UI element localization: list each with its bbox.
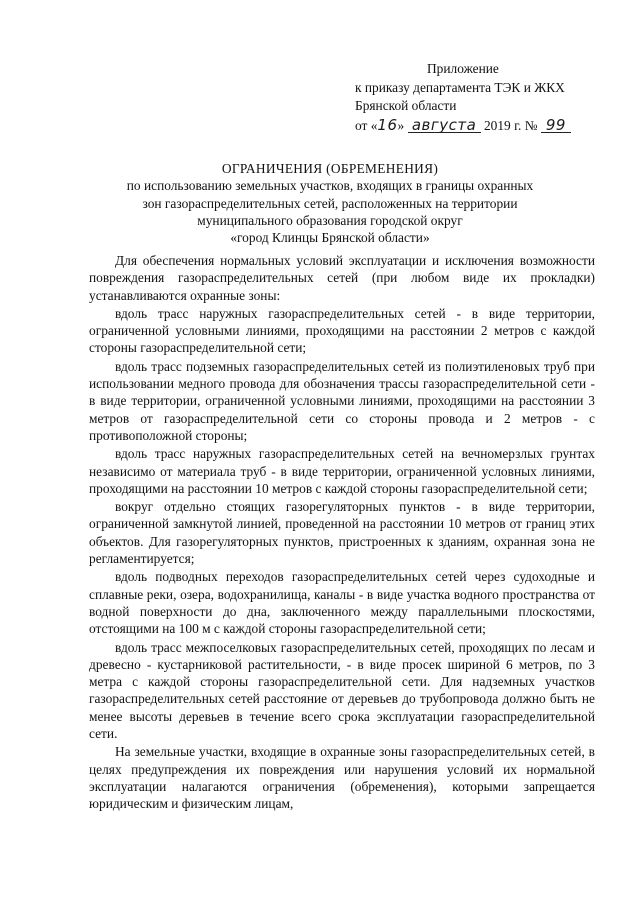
date-prefix: от « [355,117,378,133]
paragraph-underwater: вдоль подводных переходов газораспределительных сетей через судоходные и сплавные реки, озера, водохранилища, каналы - в виде участка водного пространства от водной поверхности до дна, заключенного между параллельными плоскостями, отстоящими на 100 м с каждой стороны газораспределительной сети; [89,569,595,637]
paragraph-underground-pe: вдоль трасс подземных газораспределительных сетей из полиэтиленовых труб при использовании медного провода для обозначения трассы газораспределительной сети - в виде территории, ограниченной условными линиями, проходящими на расстоянии 3 метров от газораспределительной сети со стороны провода и 2 метров - с противоположной стороны; [89,358,595,443]
paragraph-permafrost: вдоль трасс наружных газораспределительных сетей на вечномерзлых грунтах независимо от материала труб - в виде территории, ограниченной условных линиями, проходящими на расстоянии 10 метров с каждой стороны газораспределительной сети; [89,446,595,496]
document-body [89,252,595,814]
handwritten-order-number: 99 [541,118,571,133]
appendix-date-line [355,116,571,136]
appendix-label: Приложение [427,61,499,76]
date-quote-close: » [397,117,405,133]
title-line-3: муниципального образования городской округ [197,212,463,228]
handwritten-day: 16 [377,115,398,134]
title-line-1: по использованию земельных участков, входящих в границы охранных [126,178,534,194]
paragraph-intro: Для обеспечения нормальных условий эксплуатации и исключения возможности повреждения газораспределительных сетей (при любом виде их прокладки) устанавливаются охранные зоны: [89,253,595,303]
appendix-order-ref: к приказу департамента ТЭК и ЖКХ [355,79,565,95]
title-heading: ОГРАНИЧЕНИЯ (ОБРЕМЕНЕНИЯ) [221,161,439,176]
paragraph-restrictions: На земельные участки, входящие в охранные зоны газораспределительных сетей, в целях предупреждения их повреждения или нарушения условий их нормальной эксплуатации налагаются ограничения (обременения), которыми запрещается юридическим и физическим лицам, [89,744,595,812]
title-line-2: зон газораспределительных сетей, расположенных на территории [142,195,518,211]
title-line-4: «город Клинцы Брянской области» [230,230,430,246]
paragraph-forest: вдоль трасс межпоселковых газораспределительных сетей, проходящих по лесам и древесно - кустарниковой растительности, - в виде просек шириной 6 метров, по 3 метра с каждой стороны газораспределительной сети. Для надземных участков газораспределительных сетей расстояние от деревьев до трубопровода должно быть не менее высоты деревьев в течение всего срока эксплуатации газораспределительной сети. [89,639,595,742]
document-title [70,160,590,246]
year-label: 2019 г. № [483,117,538,133]
appendix-region: Брянской области [355,98,457,113]
appendix-block [355,60,571,135]
paragraph-above-ground: вдоль трасс наружных газораспределительных сетей - в виде территории, ограниченной условными линиями, проходящими на расстоянии 2 метров с каждой стороны газораспределительной сети; [89,305,595,356]
handwritten-month: августа [408,118,481,133]
paragraph-regulator-points: вокруг отдельно стоящих газорегуляторных пунктов - в виде территории, ограниченной замкнутой линией, проведенной на расстоянии 10 метров от границ этих объектов. Для газорегуляторных пунктов, пристроенных к зданиям, охранная зона не регламентируется; [89,499,595,567]
